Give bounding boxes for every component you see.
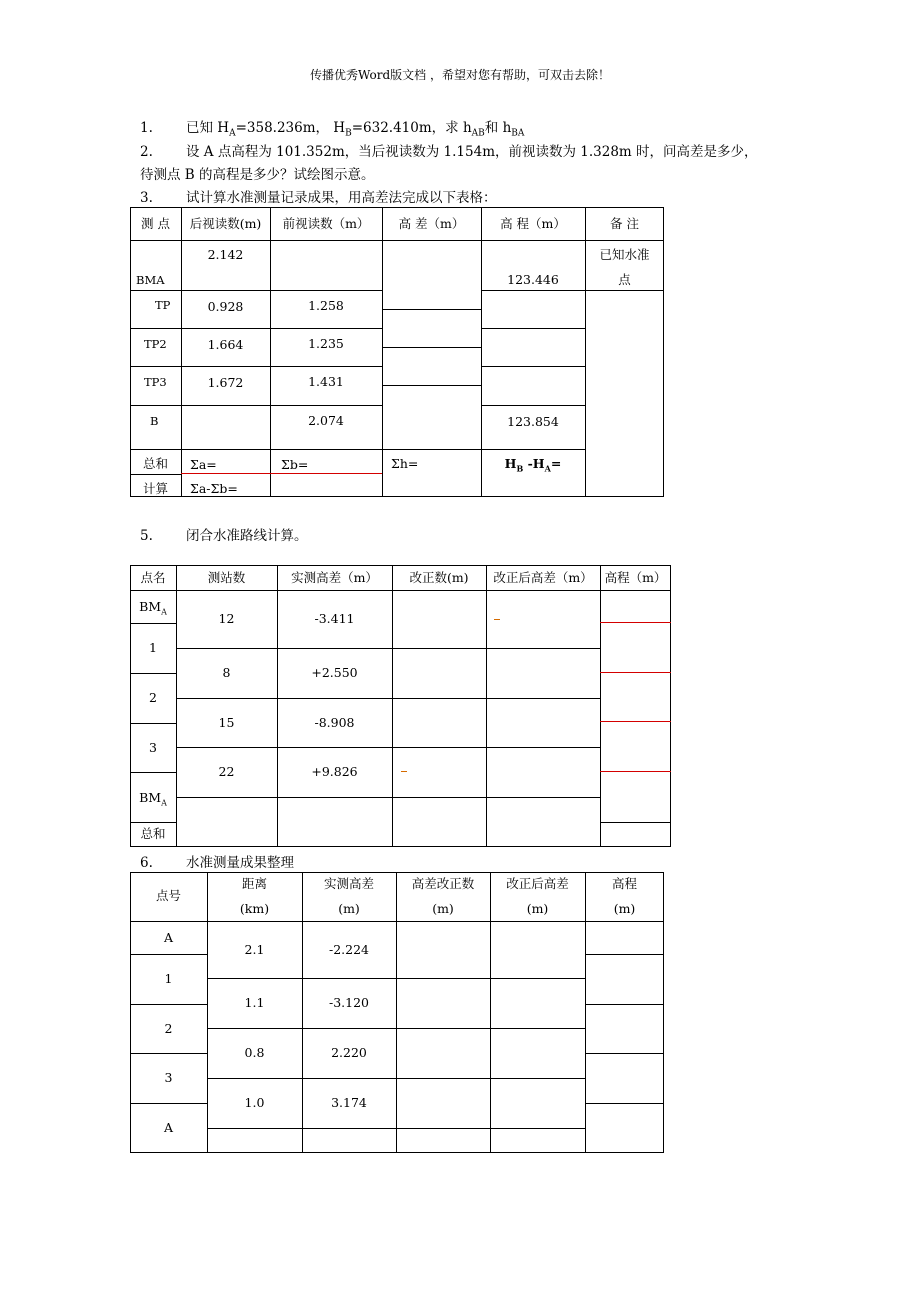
t3-hb-ha: $H_B$ $-H_A=$ <box>504 456 562 474</box>
t3-point-tp3: TP3 <box>144 375 167 389</box>
t5-point-bma-start: $BM_A$ <box>139 599 167 617</box>
t5-diff-4: +9.826 <box>311 764 358 779</box>
table5-frame <box>130 565 671 847</box>
t3-sum-b: Σb= <box>281 457 309 472</box>
t6-header-correction: 高差改正数 <box>411 876 475 891</box>
t3-back-tp3: 1.672 <box>207 375 244 390</box>
t3-back-bma: 2.142 <box>207 247 244 262</box>
question-6: 6. 水准测量成果整理 <box>140 855 294 871</box>
t5-diff-2: +2.550 <box>311 665 358 680</box>
t3-point-tp: TP <box>155 298 171 312</box>
t6-point-a-end: A <box>163 1120 174 1135</box>
t3-front-tp: 1.258 <box>308 298 344 313</box>
t5-header-corrected-diff: 改正后高差（m） <box>493 570 593 585</box>
t5-point-2: 2 <box>149 690 157 705</box>
t3-sum-h: Σh= <box>391 456 419 471</box>
t3-sum-label-1: 总和 <box>142 456 168 471</box>
t3-sum-a: Σa= <box>190 457 217 472</box>
t6-header-distance: 距离 <box>241 876 267 891</box>
question-3: 3. 试计算水准测量记录成果，用高差法完成以下表格： <box>140 190 497 206</box>
t3-elev-b: 123.854 <box>507 414 559 429</box>
t3-sum-label-2: 计算 <box>142 481 168 496</box>
t6-header-point: 点号 <box>155 888 181 903</box>
t5-point-3: 3 <box>149 740 157 755</box>
question-1: 1. 已知 $H_A=358.236m$， $H_B=632.410m$，求 $h_{AB}$和 $h_{BA}$ <box>140 120 525 139</box>
t3-header-foresight: 前视读数（m） <box>282 216 370 231</box>
t5-point-bma-end: $BM_A$ <box>139 790 167 808</box>
t6-header-corrected-diff-unit: (m) <box>526 901 549 916</box>
t5-point-1: 1 <box>149 640 157 655</box>
t6-point-2: 2 <box>164 1021 173 1036</box>
page-header: 传播优秀Word版文档 ，希望对您有帮助，可双击去除！ <box>310 68 610 82</box>
t3-elev-bma: 123.446 <box>507 272 559 287</box>
t6-diff-4: 3.174 <box>331 1095 367 1110</box>
t5-header-correction: 改正数(m) <box>409 570 469 585</box>
t5-header-elevation: 高程（m） <box>604 570 667 585</box>
t6-header-diff-unit: (m) <box>338 901 360 916</box>
t3-header-diff: 高 差（m） <box>398 216 465 231</box>
t3-header-backsight: 后视读数(m) <box>189 216 262 231</box>
t5-stations-1: 12 <box>218 611 235 626</box>
t6-point-a-start: A <box>163 930 174 945</box>
t3-back-tp2: 1.664 <box>207 337 244 352</box>
t5-stations-4: 22 <box>218 764 235 779</box>
t6-header-diff: 实测高差 <box>323 876 374 891</box>
t6-header-elevation: 高程 <box>611 876 637 891</box>
t5-diff-1: -3.411 <box>314 611 355 626</box>
t3-back-tp: 0.928 <box>207 299 244 314</box>
t5-header-diff: 实测高差（m） <box>291 570 378 585</box>
t5-diff-3: -8.908 <box>314 715 355 730</box>
t3-front-tp2: 1.235 <box>308 336 344 351</box>
t6-header-distance-unit: (km) <box>239 901 270 916</box>
t6-header-corrected-diff: 改正后高差 <box>506 876 569 891</box>
t5-header-stations: 测站数 <box>207 570 246 585</box>
t3-front-tp3: 1.431 <box>308 374 344 389</box>
t5-total-label: 总和 <box>140 826 166 841</box>
t6-dist-3: 0.8 <box>244 1045 265 1060</box>
t6-dist-4: 1.0 <box>244 1095 265 1110</box>
t3-header-note: 备 注 <box>610 216 639 231</box>
t3-header-elev: 高 程（m） <box>500 216 566 231</box>
question-2: 2. 设 A 点高程为 101.352m，当后视读数为 1.154m，前视读数为 1.328m 时，问高差是多少， <box>140 144 758 160</box>
t3-point-tp2: TP2 <box>144 337 167 351</box>
t3-point-b: B <box>150 414 159 428</box>
t3-point-bma: BMA <box>136 273 165 287</box>
t3-note-line2: 点 <box>618 272 631 287</box>
t5-header-point: 点名 <box>140 570 166 585</box>
t5-stations-3: 15 <box>218 715 235 730</box>
question-5: 5. 闭合水准路线计算。 <box>140 528 308 544</box>
t6-dist-2: 1.1 <box>244 995 265 1010</box>
t6-header-elevation-unit: (m) <box>613 901 636 916</box>
t3-sum-a-minus-b: Σa-Σb= <box>190 481 238 496</box>
t5-stations-2: 8 <box>222 665 231 680</box>
t6-diff-2: -3.120 <box>328 995 369 1010</box>
t6-point-1: 1 <box>164 971 173 986</box>
t6-header-correction-unit: (m) <box>432 901 454 916</box>
t6-point-3: 3 <box>164 1070 173 1085</box>
question-2-line-2: 待测点 B 的高程是多少？试绘图示意。 <box>140 167 375 183</box>
t3-header-point: 测 点 <box>141 216 170 231</box>
t3-note-line1: 已知水准 <box>599 247 650 262</box>
t6-diff-3: 2.220 <box>331 1045 367 1060</box>
t6-dist-1: 2.1 <box>244 942 265 957</box>
t3-front-b: 2.074 <box>308 413 344 428</box>
t6-diff-1: -2.224 <box>328 942 369 957</box>
